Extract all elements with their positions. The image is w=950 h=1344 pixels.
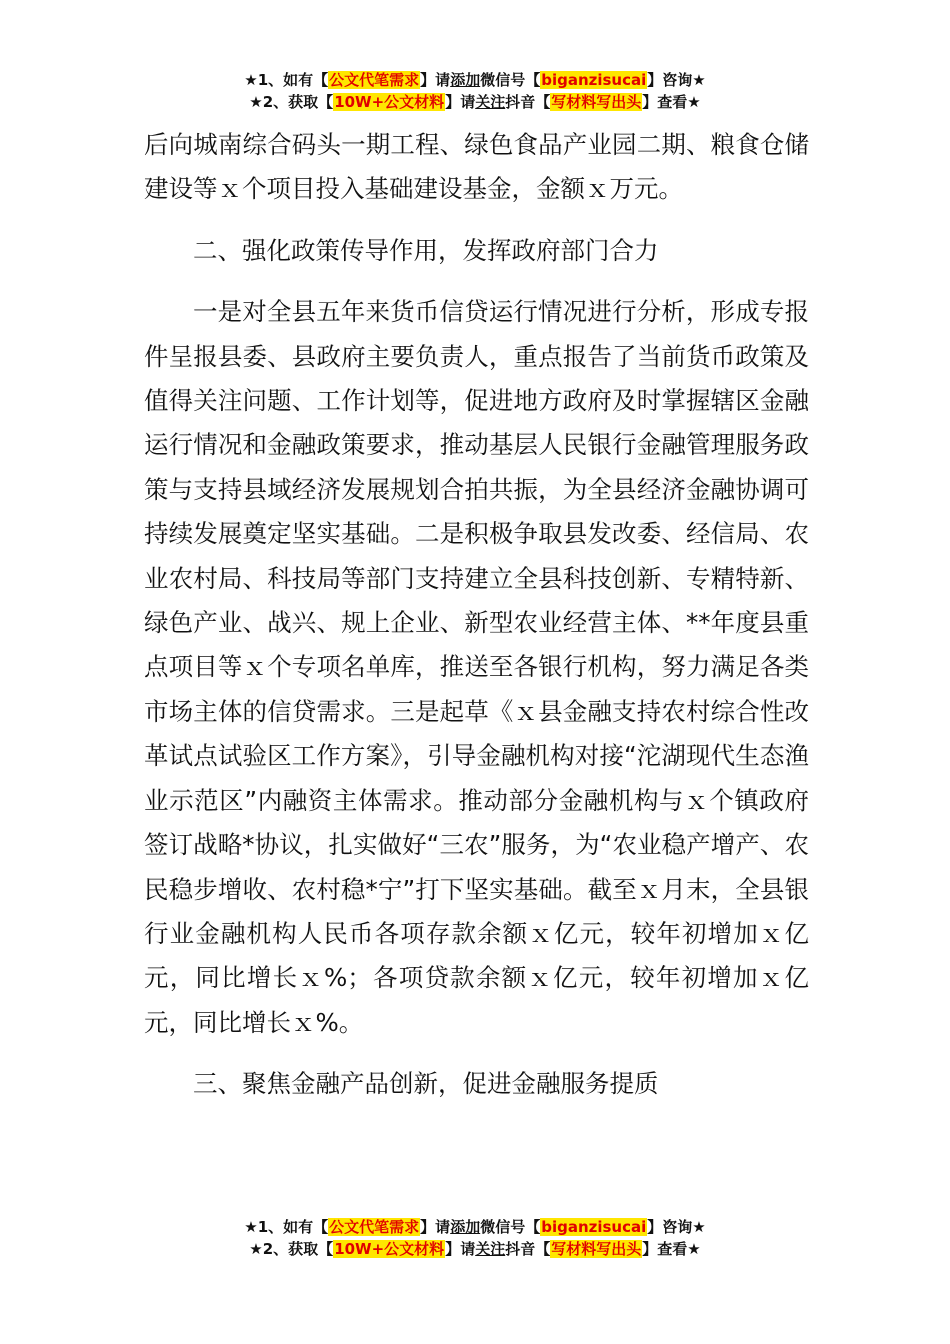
highlight-douyin: 写材料写出头 [551, 1240, 642, 1258]
header-banner [0, 69, 950, 113]
banner-line-1: ★1、如有【公文代笔需求】请添加微信号【biganzisucai】咨询★ [244, 71, 706, 89]
highlight-wechat-id: biganzisucai [541, 1218, 647, 1236]
section-heading-3: 三、聚焦金融产品创新，促进金融服务提质 [193, 1069, 659, 1099]
section-heading-2: 二、强化政策传导作用，发挥政府部门合力 [193, 235, 659, 265]
highlight-materials: 10W+公文材料 [334, 1240, 445, 1258]
banner-line-2: ★2、获取【10W+公文材料】请关注抖音【写材料写出头】查看★ [249, 93, 701, 111]
paragraph-section-2: 一是对全县五年来货币信贷运行情况进行分析，形成专报件呈报县委、县政府主要负责人，重点报告了当前货币政策及值得关注问题、工作计划等，促进地方政府及时掌握辖区金融运行情况和金融政策要求，推动基层人民银行金融管理服务政策与支持县域经济发展规划合拍共振，为全县经济金融协调可持续发展奠定坚实基础。二是积极争取县发改委、经信局、农业农村局、科技局等部门支持建立全县科技创新、专精特新、绿色产业、战兴、规上企业、新型农业经营主体、**年度县重点项目等ｘ个专项名单库，推送至各银行机构，努力满足各类市场主体的信贷需求。三是起草《ｘ县金融支持农村综合性改革试点试验区工作方案》，引导金融机构对接“沱湖现代生态渔业示范区”内融资主体需求。推动部分金融机构与ｘ个镇政府签订战略*协议，扎实做好“三农”服务，为“农业稳产增产、农民稳步增收、农村稳*宁”打下坚实基础。截至ｘ月末，全县银行业金融机构人民币各项存款余额ｘ亿元，较年初增加ｘ亿元，同比增长ｘ%；各项贷款余额ｘ亿元，较年初增加ｘ亿元，同比增长ｘ%。 [144, 297, 809, 1037]
banner-line-1: ★1、如有【公文代笔需求】请添加微信号【biganzisucai】咨询★ [244, 1218, 706, 1236]
highlight-douyin: 写材料写出头 [551, 93, 642, 111]
footer-banner [0, 1216, 950, 1260]
paragraph-continued: 后向城南综合码头一期工程、绿色食品产业园二期、粮食仓储建设等ｘ个项目投入基础建设基金，金额ｘ万元。 [144, 130, 809, 204]
highlight-ghostwriting: 公文代笔需求 [329, 71, 420, 89]
document-body [144, 123, 809, 1107]
highlight-materials: 10W+公文材料 [334, 93, 445, 111]
highlight-wechat-id: biganzisucai [541, 71, 647, 89]
highlight-ghostwriting: 公文代笔需求 [329, 1218, 420, 1236]
banner-line-2: ★2、获取【10W+公文材料】请关注抖音【写材料写出头】查看★ [249, 1240, 701, 1258]
